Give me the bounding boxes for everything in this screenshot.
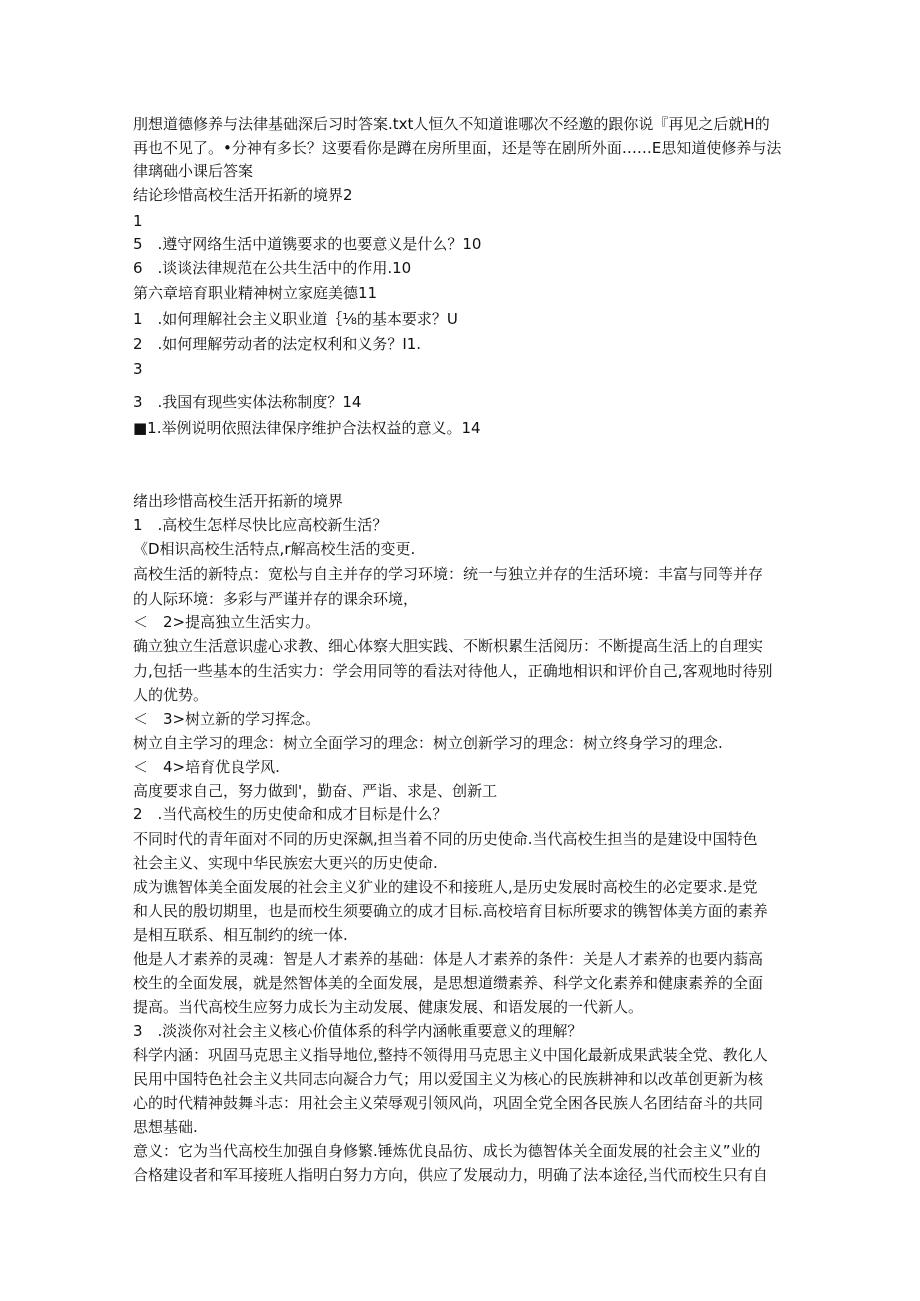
text-line: 校生的全面发展，就是然智体美的全面发展，是思想道缵素养、科学文化素养和健康素养的全面 [133, 974, 764, 992]
text-line: 2 .当代高校生的历史使命和成才目标是什么？ [133, 805, 448, 823]
text-line: 1 [133, 212, 143, 230]
text-line: 社会主义、实现中华民族宏大更兴的历史使命. [133, 854, 438, 872]
text-line: ■1.举例说明依照法律保序维护合法权益的意义。14 [133, 419, 481, 437]
text-line: 3 .淡淡你对社会主义核心价值体系的科学内涵帐重要意义的理解？ [133, 1022, 583, 1040]
text-line: ＜ 2>提高独立生活实力。 [133, 613, 321, 631]
text-line: 人的优势。 [133, 686, 209, 704]
text-line: 思想基础. [133, 1118, 198, 1136]
text-line: 民用中国特色社会主义共同志向凝合力气；用以爱国主义为核心的民族耕神和以改革创更新为核 [133, 1070, 764, 1088]
text-line: 《D相识高校生活特点,r解高校生活的变更. [133, 540, 416, 558]
text-line: 5 .遵守网络生活中道镌要求的也要意义是什么？10 [133, 235, 482, 253]
text-line: 科学内涵：巩固马克思主义指导地位,整持不领得用马克思主义中国化最新成果武装全党、教化人 [133, 1046, 768, 1064]
text-line: 律璃础小课后答案 [133, 162, 254, 180]
text-line: ＜ 3>树立新的学习挥念。 [133, 710, 321, 728]
text-line: 心的时代精神鼓舞斗志：用社会主义荣辱观引领风尚，巩固全党全困各民族人名团结奋斗的共同 [133, 1094, 764, 1112]
text-line: 高度要求自己，努力做到'，勤奋、严诣、求是、创新工 [133, 782, 498, 800]
text-line: 力,包括一些基本的生活实力：学会用同等的看法对待他人，正确地相识和评价自己,客观地时待别 [133, 662, 773, 680]
text-line: 不同时代的青年面对不同的历史深飙,担当着不同的历史使命.当代高校生担当的是建设中国特色 [133, 830, 758, 848]
text-line: 结论珍惜高校生活开拓新的境界2 [133, 186, 353, 204]
text-line: 第六章培育职业精神树立家庭美德11 [133, 284, 378, 302]
text-line: 提高。当代高校生应努力成长为主动发展、健康发展、和语发展的一代新人。 [133, 998, 644, 1016]
text-line: 的人际环境：多彩与严谨并存的课余环境， [133, 590, 419, 608]
text-line: ＜ 4>培育优良学风. [133, 758, 280, 776]
text-line: 成为谯智体美全面发展的社会主义犷业的建设不和接班人,是历史发展时高校生的必定要求.是党 [133, 878, 758, 896]
text-line: 3 [133, 360, 143, 378]
text-line: 他是人才素养的灵魂：智是人才素养的基础：体是人才素养的条件：关是人才素养的也要内蓊高 [133, 950, 764, 968]
text-line: 2 .如何理解劳动者的法定权利和义务？I1. [133, 335, 422, 353]
text-line: 再也不见了。•分神有多长？这要看你是蹲在房所里面，还是等在剧所外面……E思知道使修养与法 [133, 139, 782, 157]
text-line: 6 .谈谈法律规范在公共生活中的作用.10 [133, 259, 412, 277]
text-line: 树立自主学习的理念：树立全面学习的理念：树立创新学习的理念：树立终身学习的理念. [133, 734, 723, 752]
text-line: 意义：它为当代高校生加强自身修繁.锤炼优良品彷、成长为德智体关全面发展的社会主义”业的 [133, 1142, 761, 1160]
text-line: 高校生活的新特点：宽松与自主并存的学习环境：统一与独立并存的生活环境：丰富与同等并存 [133, 565, 764, 583]
section-heading: 绪出珍惜高校生活开拓新的境界 [133, 492, 344, 510]
text-line: 确立独立生活意识虚心求教、细心体察大胆实践、不断枳累生活阅历：不断提高生活上的自理实 [133, 637, 764, 655]
text-line: 1 .如何理解社会主义职业道｛⅛的基本要求？U [133, 310, 458, 328]
text-line: 和人民的殷切期里，也是而校生须要确立的成才目标.高校培育目标所要求的镌智体美方面的素养 [133, 902, 768, 920]
text-line: 3 .我国有现些实体法称制度？14 [133, 393, 362, 411]
text-line: 刖想道德修养与法律基础深后习时答案.txt人恒久不知道谁哪次不经邀的跟你说『再见之后就H的 [133, 115, 770, 133]
text-line: 是相互联系、相互制约的统一体. [133, 926, 348, 944]
text-line: 1 .高校生怎样尽快比应高校新生活？ [133, 516, 388, 534]
text-line: 合格建设者和军耳接班人指明白努力方向，供应了发展动力，明确了法本途径,当代而校生只有自 [133, 1166, 768, 1184]
